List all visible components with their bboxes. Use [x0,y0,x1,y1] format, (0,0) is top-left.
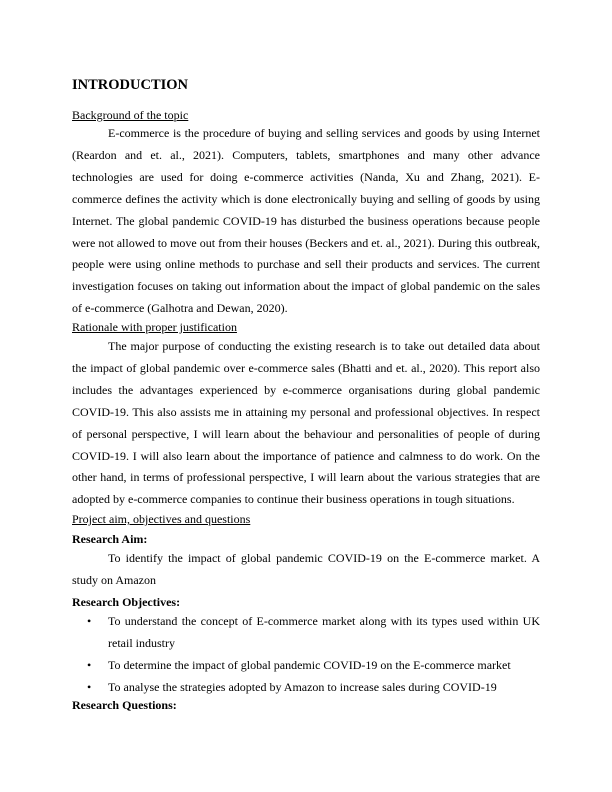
list-item: • To analyse the strategies adopted by Amazon to increase sales during COVID-19 [72,677,540,699]
research-questions-label: Research Questions: [72,698,177,712]
research-aim-label: Research Aim: [72,532,148,546]
bullet-icon: • [87,614,92,628]
background-paragraph [72,123,540,320]
bullet-icon: • [87,657,92,672]
research-aim-paragraph [72,548,540,592]
research-objectives-label: Research Objectives: [72,595,181,609]
rationale-section-title: Rationale with proper justification [72,320,237,334]
objectives-list [72,611,540,699]
rationale-text: The major purpose of conducting the existing research is to take out detailed data about the impact of global pandemic over e-commerce sales (Bhatti and et. al., 2020). This report also includes the advantages experienced by e-commerce organisations during global pandemic COVID-19. This also assists me in attaining my personal and professional objectives. In respect of personal perspective, I will learn about the behaviour and personalities of people of during COVID-19. I will also learn about the importance of patience and calmness to do work. On the other hand, in terms of professional perspective, I will learn about the various strategies that are adopted by e-commerce companies to continue their business operations in tough situations. [72,339,540,507]
project-section-title: Project aim, objectives and questions [72,512,251,526]
rationale-paragraph [72,336,540,511]
background-text: E-commerce is the procedure of buying and selling services and goods by using Internet (Reardon and et. al., 2021). Computers, tablets, smartphones and many other advance technologies are used for doing e-commerce activities (Nanda, Xu and Zhang, 2021). E-commerce defines the activity which is done electronically buying and selling of goods by using Internet. The global pandemic COVID-19 has disturbed the business operations because people were not allowed to move out from their houses (Beckers and et. al., 2021). During this outbreak, people were using online methods to purchase and sell their products and services. The current investigation focuses on taking out information about the impact of global pandemic on the sales of e-commerce (Galhotra and Dewan, 2020). [72,126,540,316]
background-section-title: Background of the topic [72,108,189,122]
list-item: • To understand the concept of E-commerce market along with its types used within UK retail industry [72,611,540,655]
page-title: INTRODUCTION [72,77,189,93]
bullet-icon: • [87,679,92,694]
list-item: • To determine the impact of global pandemic COVID-19 on the E-commerce market [72,655,540,677]
research-aim-text: To identify the impact of global pandemic COVID-19 on the E-commerce market. A study on Amazon [72,551,540,587]
